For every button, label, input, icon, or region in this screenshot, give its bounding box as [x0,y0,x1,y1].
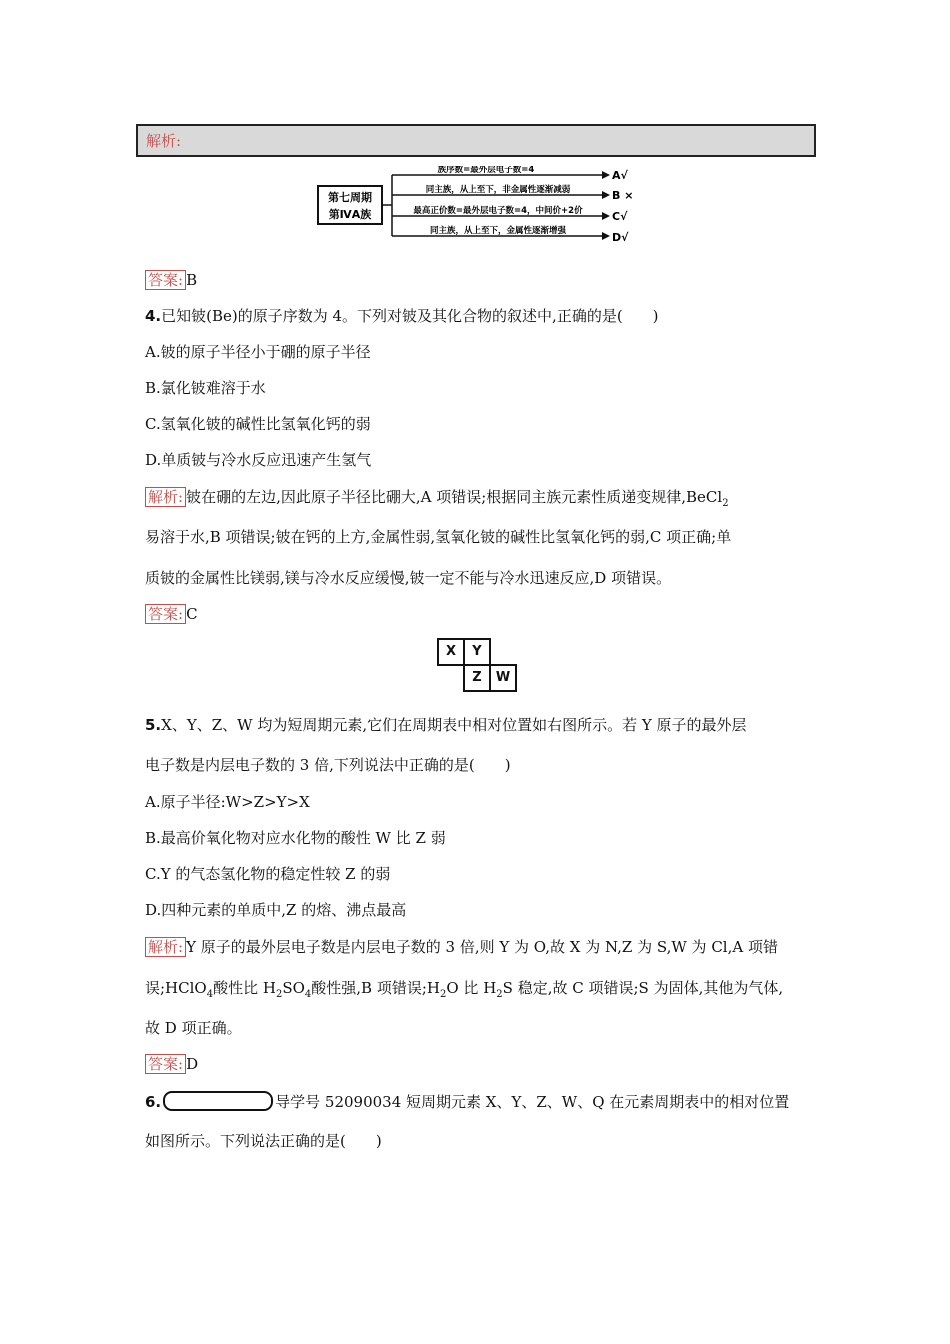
diagram-row-a-mark: A√ [612,169,628,182]
q5-analysis-line2: 误;HClO$_4$酸性比 $H_2SO_4$酸性强,B 项错误$;H_2O$ 比 $H_2S$ 稳定,故 C 项错误;S 为固体,其他为气体, [145,979,784,1000]
q5-option-d: D.四种元素的单质中,Z 的熔、沸点最高 [145,901,407,919]
q3-answer: B [186,271,198,289]
analysis-header-bar [136,124,816,157]
q4-number: 4. [145,307,162,325]
diagram-row-a [392,166,629,182]
q4-stem-text: 已知铍(Be)的原子序数为 4。下列对铍及其化合物的叙述中,正确的是( ) [161,307,659,325]
q6-stem-line1 [145,1091,789,1112]
diagram-row-d-text: 同主族，从上至下，金属性逐渐增强 [429,226,567,236]
analysis-diagram [316,166,636,246]
q4-analysis-line2: 易溶于水,B 项错误;铍在钙的上方,金属性弱,氢氧化铍的碱性比氢氧化钙的弱,C 项正确;单 [145,528,732,546]
q4-analysis-label: 解析: [145,487,186,507]
table-cell-x: X [437,638,465,666]
q5-option-a: A.原子半径:W>Z>Y>X [145,793,310,811]
diagram-row-c-text: 最高正价数=最外层电子数=4，中间价+2价 [413,206,583,216]
analysis-header-label: 解析: [146,132,182,150]
q5-answer-line [145,1054,198,1074]
q5-stem-line2: 电子数是内层电子数的 3 倍,下列说法中正确的是( ) [145,756,511,774]
q5-stem-line1 [145,715,747,735]
q5-analysis-line3: 故 D 项正确。 [145,1019,242,1037]
q4-stem [145,306,659,326]
q3-answer-label: 答案: [145,270,186,290]
q4-option-a: A.铍的原子半径小于硼的原子半径 [145,343,371,361]
diagram-row-c-mark: C√ [612,210,628,223]
q4-option-b: B.氯化铍难溶于水 [145,379,266,397]
q4-answer: C [186,605,198,623]
diagram-row-d-mark: D√ [612,231,629,244]
q4-analysis-text1: 铍在硼的左边,因此原子半径比硼大,A 项错误;根据同主族元素性质递变规律,BeCl [186,488,723,506]
table-cell-y: Y [463,638,491,666]
q4-option-d: D.单质铍与冷水反应迅速产生氢气 [145,451,372,469]
q6-stem-text1: 导学号 52090034 短周期元素 X、Y、Z、W、Q 在元素周期表中的相对位置 [275,1093,790,1111]
table-cell-w: W [489,664,517,692]
q5-option-c: C.Y 的气态氢化物的稳定性较 Z 的弱 [145,865,391,883]
q4-answer-label: 答案: [145,604,186,624]
q5-option-b: B.最高价氧化物对应水化物的酸性 W 比 Z 弱 [145,829,446,847]
q5-analysis-text1: Y 原子的最外层电子数是内层电子数的 3 倍,则 Y 为 O,故 X 为 N,Z 为 S,W 为 Cl,A 项错 [186,938,778,956]
q6-stem-line2: 如图所示。下列说法正确的是( ) [145,1132,382,1150]
q4-analysis-sub: 2 [722,498,729,509]
diagram-row-b-text: 同主族，从上至下，非金属性逐渐减弱 [425,185,571,195]
table-cell-z: Z [463,664,491,692]
q5-analysis-line1 [145,937,778,957]
diagram-left-line2: 第ⅣA族 [328,208,372,221]
diagram-row-b [392,184,633,202]
diagram-row-a-text: 族序数=最外层电子数=4 [437,166,535,175]
diagram-row-d [392,225,629,244]
q4-analysis-line1 [145,487,729,514]
q4-analysis-line3: 质铍的金属性比镁弱,镁与冷水反应缓慢,铍一定不能与冷水迅速反应,D 项错误。 [145,569,672,587]
q4-answer-line [145,604,198,624]
q5-analysis-label: 解析: [145,937,186,957]
diagram-row-b-mark: B × [612,189,634,202]
guide-link-box[interactable] [163,1091,273,1111]
q6-number: 6. [145,1093,162,1111]
q5-stem-text1: X、Y、Z、W 均为短周期元素,它们在周期表中相对位置如右图所示。若 Y 原子的最外层 [161,716,747,734]
q5-answer: D [186,1055,199,1073]
q4-option-c: C.氢氧化铍的碱性比氢氧化钙的弱 [145,415,371,433]
q5-answer-label: 答案: [145,1054,186,1074]
q5-number: 5. [145,716,162,734]
q3-answer-line [145,270,197,290]
diagram-row-c [392,205,628,223]
diagram-left-line1: 第七周期 [328,191,372,204]
